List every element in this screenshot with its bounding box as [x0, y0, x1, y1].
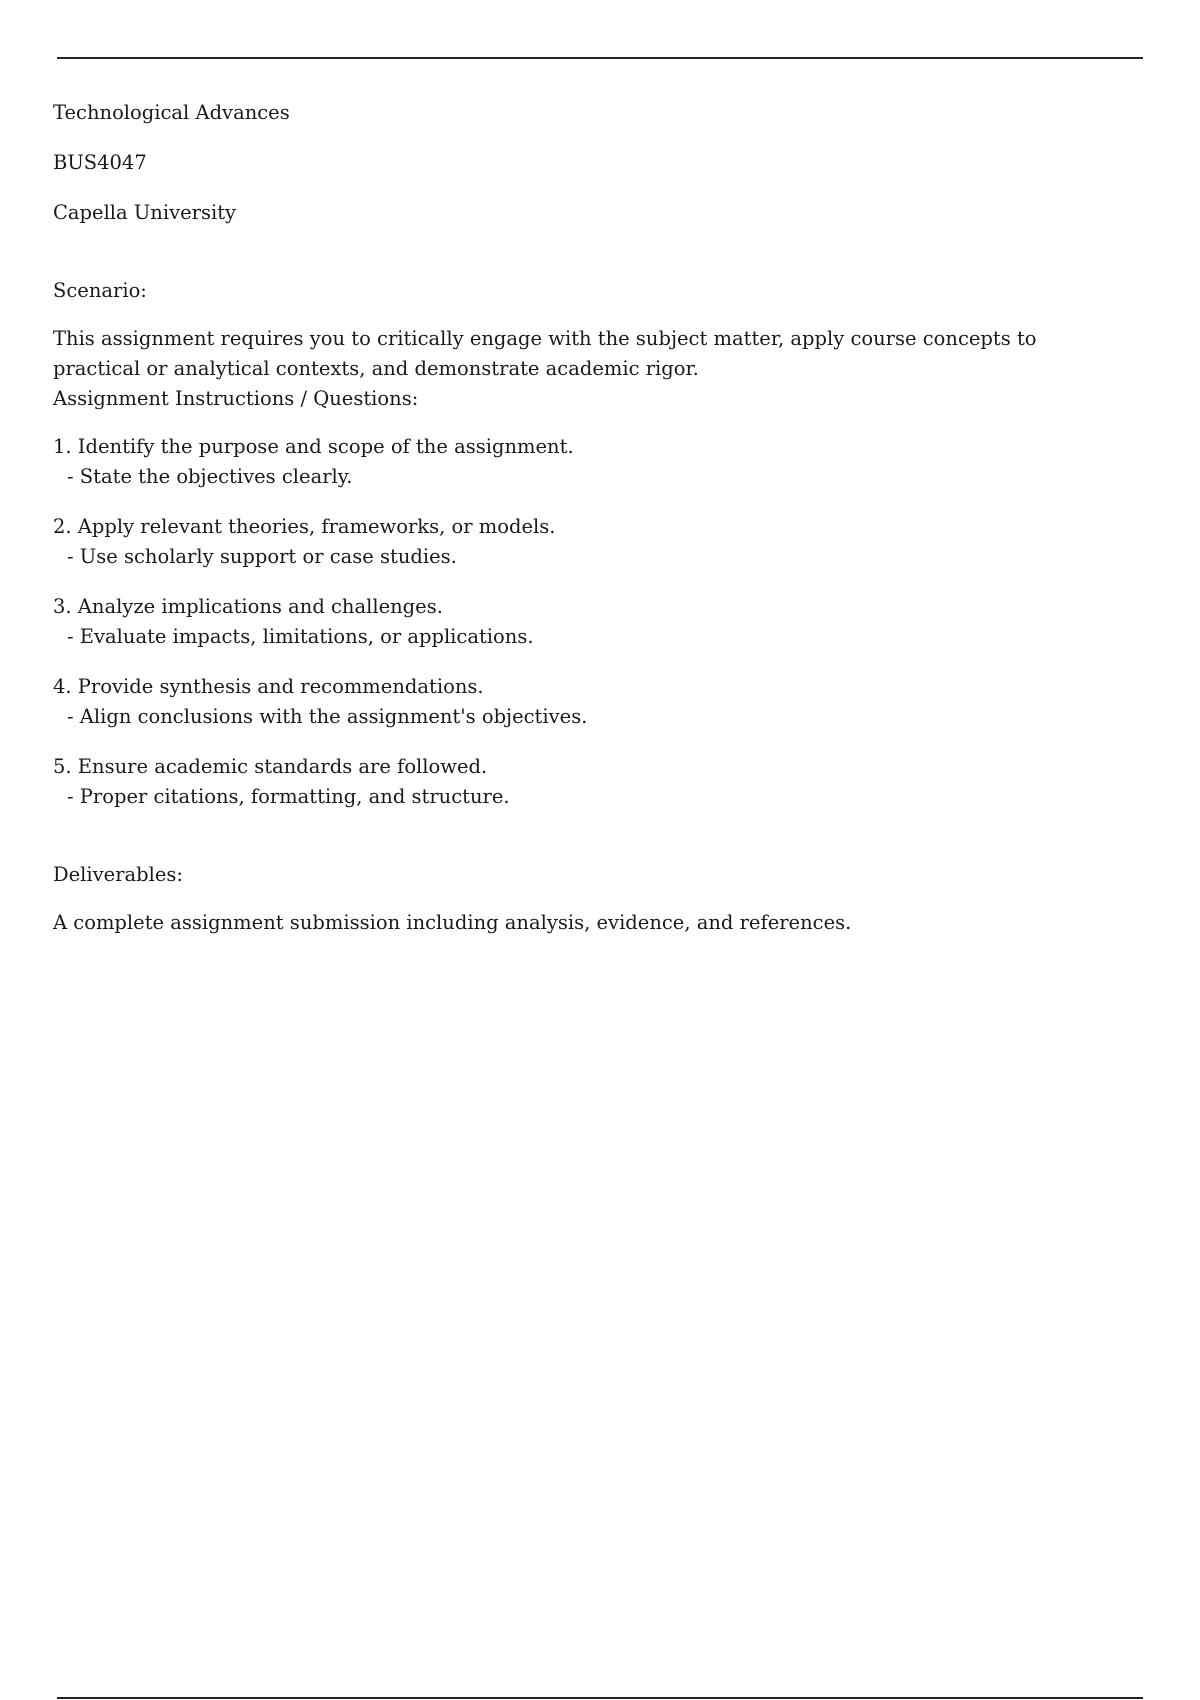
top-divider: [57, 57, 1143, 59]
list-item-sub: - State the objectives clearly.: [67, 465, 353, 488]
institution-name: Capella University: [53, 201, 237, 224]
list-item-sub: - Use scholarly support or case studies.: [67, 545, 457, 568]
deliverables-body: A complete assignment submission including analysis, evidence, and references.: [53, 911, 852, 934]
list-item-sub: - Align conclusions with the assignment's objectives.: [67, 705, 588, 728]
scenario-body: This assignment requires you to critically engage with the subject matter, apply course concepts to practical or analytical contexts, and demonstrate academic rigor.: [53, 327, 1037, 380]
list-item: [53, 672, 1143, 732]
list-item: [53, 592, 1143, 652]
scenario-heading: Scenario:: [53, 279, 147, 302]
list-item: [53, 512, 1143, 572]
list-item-main: 1. Identify the purpose and scope of the assignment.: [53, 435, 574, 458]
list-item-main: 3. Analyze implications and challenges.: [53, 595, 443, 618]
list-item-sub: - Proper citations, formatting, and structure.: [67, 785, 510, 808]
list-item-main: 5. Ensure academic standards are followed.: [53, 755, 488, 778]
list-item: [53, 752, 1143, 812]
list-item-sub: - Evaluate impacts, limitations, or applications.: [67, 625, 534, 648]
document-page: [53, 98, 1143, 938]
list-item-main: 2. Apply relevant theories, frameworks, or models.: [53, 515, 556, 538]
list-item: [53, 432, 1143, 492]
list-item-main: 4. Provide synthesis and recommendations.: [53, 675, 484, 698]
document-title: Technological Advances: [53, 101, 290, 124]
instructions-list: [53, 432, 1143, 812]
bottom-divider: [57, 1697, 1143, 1699]
deliverables-heading: Deliverables:: [53, 863, 183, 886]
instructions-heading: Assignment Instructions / Questions:: [53, 387, 419, 410]
course-code: BUS4047: [53, 151, 147, 174]
